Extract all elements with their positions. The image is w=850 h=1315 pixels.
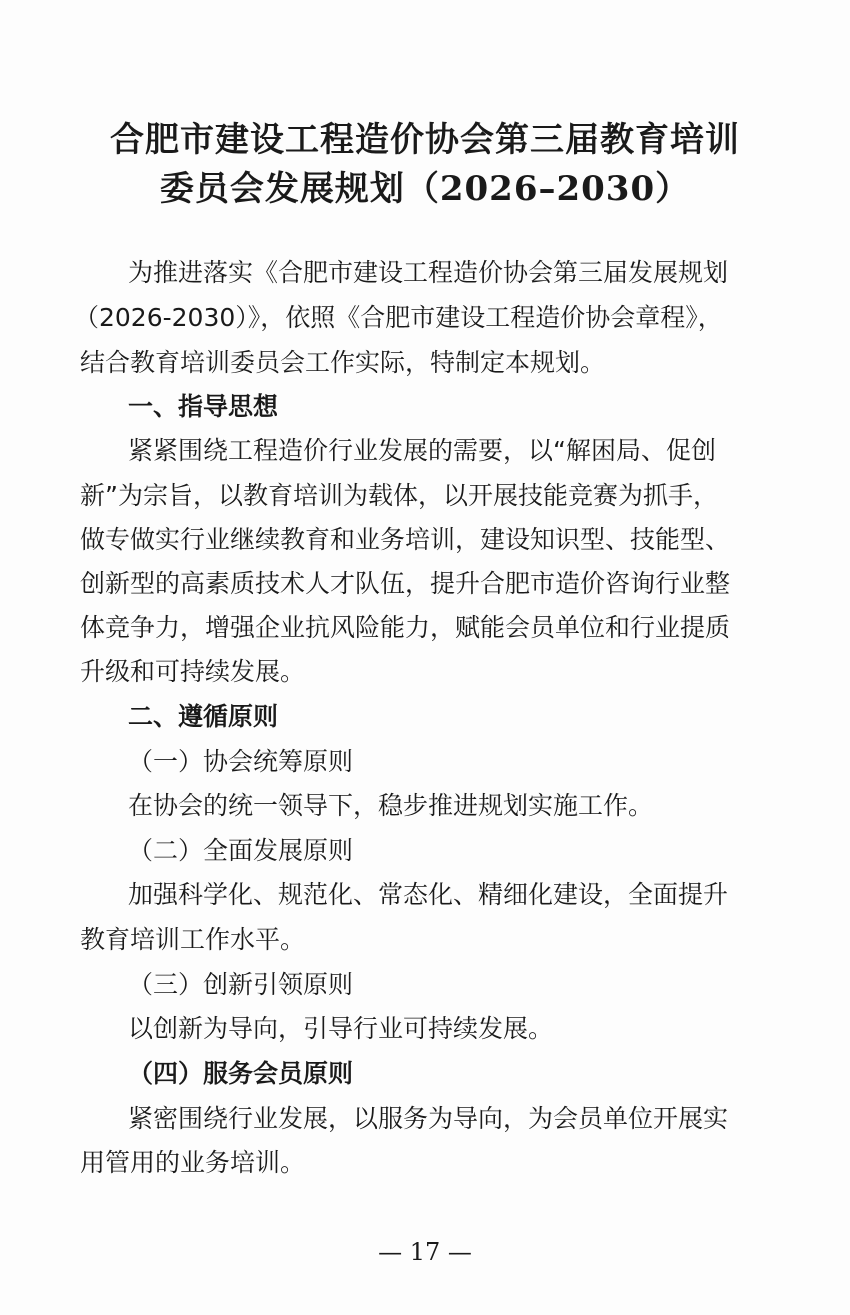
title-line-2: 委员会发展规划（2026–2030） xyxy=(159,169,691,209)
subheading-principle-2: （二）全面发展原则 xyxy=(128,836,354,865)
paragraph-guiding-line-2: 新”为宗旨，以教育培训为载体，以开展技能竞赛为抓手， xyxy=(80,481,718,510)
paragraph-principle-3: 以创新为导向，引导行业可持续发展。 xyxy=(128,1014,554,1043)
paragraph-guiding-line-5: 体竞争力，增强企业抗风险能力，赋能会员单位和行业提质 xyxy=(80,613,731,642)
title-line-1: 合肥市建设工程造价协会第三届教育培训 xyxy=(110,120,740,160)
paragraph-guiding-line-1: 紧紧围绕工程造价行业发展的需要，以“解困局、促创 xyxy=(128,436,716,465)
paragraph-intro-line-3: 结合教育培训委员会工作实际，特制定本规划。 xyxy=(80,348,606,377)
subheading-principle-1: （一）协会统筹原则 xyxy=(128,747,354,776)
paragraph-intro-line-2: （2026-2030）》，依照《合肥市建设工程造价协会章程》， xyxy=(74,303,723,332)
paragraph-guiding-line-6: 升级和可持续发展。 xyxy=(80,657,306,686)
paragraph-intro-line-1: 为推进落实《合肥市建设工程造价协会第三届发展规划 xyxy=(128,258,729,287)
paragraph-guiding-line-3: 做专做实行业继续教育和业务培训，建设知识型、技能型、 xyxy=(80,525,731,554)
subheading-principle-4: （四）服务会员原则 xyxy=(128,1059,354,1088)
paragraph-principle-1: 在协会的统一领导下，稳步推进规划实施工作。 xyxy=(128,791,654,820)
paragraph-principle-2-line-1: 加强科学化、规范化、常态化、精细化建设，全面提升 xyxy=(128,880,729,909)
paragraph-principle-4-line-1: 紧密围绕行业发展，以服务为导向，为会员单位开展实 xyxy=(128,1104,729,1133)
subheading-principle-3: （三）创新引领原则 xyxy=(128,970,354,999)
paragraph-principle-4-line-2: 用管用的业务培训。 xyxy=(80,1148,306,1177)
page-number: — 17 — xyxy=(378,1238,472,1266)
paragraph-guiding-line-4: 创新型的高素质技术人才队伍，提升合肥市造价咨询行业整 xyxy=(80,569,731,598)
section-heading-principles: 二、遵循原则 xyxy=(128,702,279,731)
paragraph-principle-2-line-2: 教育培训工作水平。 xyxy=(80,925,306,954)
section-heading-guiding-thought: 一、指导思想 xyxy=(128,392,279,421)
